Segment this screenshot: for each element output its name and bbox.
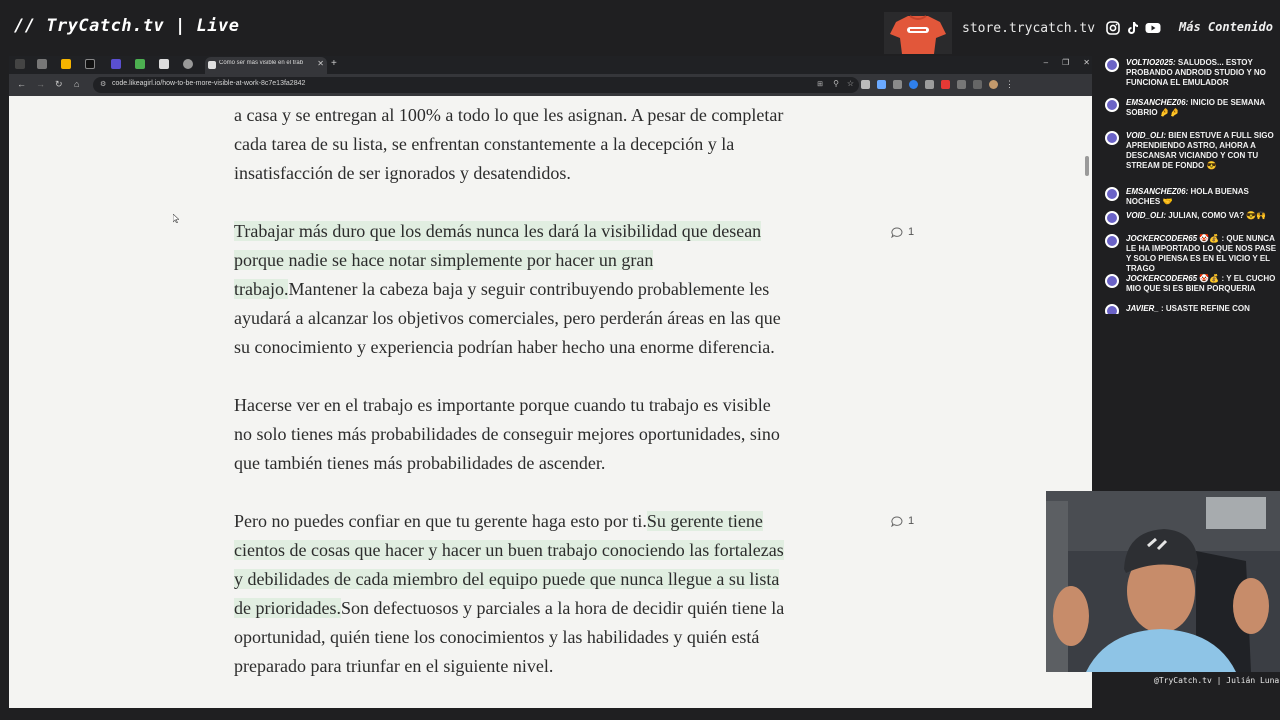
more-content-label: Más Contenido bbox=[1179, 20, 1273, 34]
chat-message bbox=[1105, 304, 1277, 314]
emote-icon: 😎🙌 bbox=[1246, 211, 1267, 220]
browser-toolbar bbox=[9, 74, 1092, 96]
chat-text: SALUDOS... ESTOY PROBANDO ANDROID STUDIO Y NO FUNCIONA EL EMULADOR bbox=[1126, 58, 1266, 87]
article-paragraph-4 bbox=[234, 507, 874, 681]
extension-icon[interactable] bbox=[893, 80, 902, 89]
highlighted-text[interactable]: cientos de cosas que hacer y hacer un buen trabajo conociendo las fortalezas bbox=[234, 540, 784, 560]
paragraph-line: no solo tienes más probabilidades de conseguir mejores oportunidades, sino bbox=[234, 424, 780, 444]
chat-username: JAVIER_ bbox=[1126, 304, 1159, 313]
zoom-icon[interactable]: ⚲ bbox=[833, 79, 839, 88]
tab-favicon[interactable] bbox=[37, 59, 47, 69]
extension-icon[interactable] bbox=[861, 80, 870, 89]
social-icons bbox=[1105, 20, 1161, 36]
emote-icon: 🤡💰 bbox=[1199, 274, 1220, 283]
highlighted-text[interactable]: Trabajar más duro que los demás nunca les dará la visibilidad que desean bbox=[234, 221, 762, 241]
highlighted-text[interactable]: Su gerente tiene bbox=[646, 511, 763, 531]
chat-text: INICIO DE SEMANA SOBRIO bbox=[1126, 98, 1265, 117]
tab-search-icon[interactable] bbox=[15, 59, 25, 69]
comment-count: 1 bbox=[908, 226, 915, 238]
profile-avatar-icon[interactable] bbox=[989, 80, 998, 89]
chat-message bbox=[1105, 234, 1277, 274]
tab-favicon[interactable] bbox=[85, 59, 95, 69]
home-icon[interactable]: ⌂ bbox=[74, 79, 80, 89]
chat-text: JULIAN, COMO VA? bbox=[1168, 211, 1245, 220]
paragraph-line: ayudará a alcanzar los objetivos comerciales, pero perderán áreas en las que bbox=[234, 308, 781, 328]
chat-message bbox=[1105, 187, 1277, 207]
webcam-feed bbox=[1046, 491, 1280, 672]
comment-count: 1 bbox=[908, 515, 915, 527]
chat-avatar bbox=[1105, 211, 1119, 225]
highlighted-text[interactable]: de prioridades. bbox=[234, 598, 341, 618]
site-info-icon[interactable]: ⚙ bbox=[100, 81, 107, 88]
paragraph-line: su conocimiento y experiencia podrían haber hecho una enorme diferencia. bbox=[234, 337, 775, 357]
tab-favicon bbox=[208, 61, 216, 69]
chat-username: VOID_OLI: bbox=[1126, 131, 1167, 140]
paragraph-text: Son defectuosos y parciales a la hora de decidir quién tiene la bbox=[340, 598, 785, 618]
chat-message bbox=[1105, 274, 1277, 294]
menu-kebab-icon[interactable]: ⋮ bbox=[1005, 79, 1014, 89]
chat-message bbox=[1105, 58, 1277, 88]
chat-text: HOLA BUENAS NOCHES bbox=[1126, 187, 1249, 206]
minimize-icon[interactable]: – bbox=[1043, 58, 1049, 67]
new-tab-icon[interactable]: + bbox=[331, 58, 337, 69]
extension-icons bbox=[861, 80, 1014, 89]
comment-count-button[interactable] bbox=[891, 515, 914, 527]
paragraph-text: Mantener la cabeza baja y seguir contribuyendo probablemente les bbox=[288, 279, 770, 299]
tab-favicon[interactable] bbox=[111, 59, 121, 69]
stream-brand: // TryCatch.tv | Live bbox=[14, 16, 240, 36]
translate-icon[interactable]: ⊞ bbox=[817, 81, 823, 88]
chat-username: EMSANCHEZ06: bbox=[1126, 187, 1189, 196]
comment-bubble-icon bbox=[891, 227, 903, 238]
comment-bubble-icon bbox=[891, 516, 903, 527]
extension-icon[interactable] bbox=[877, 80, 886, 89]
reload-icon[interactable]: ↻ bbox=[55, 79, 63, 89]
chat-avatar bbox=[1105, 58, 1119, 72]
chat-text: BIEN ESTUVE A FULL SIGO APRENDIENDO ASTRO, AHORA A DESCANSAR VICIANDO Y CON TU STREAM DE FONDO bbox=[1126, 131, 1274, 170]
highlighted-text[interactable]: porque nadie se hace notar simplemente por hacer un gran bbox=[234, 250, 654, 270]
chat-username: JOCKERCODER65 bbox=[1126, 274, 1198, 283]
extension-icon[interactable] bbox=[909, 80, 918, 89]
forward-icon[interactable]: → bbox=[36, 79, 45, 89]
live-chat bbox=[1101, 56, 1280, 314]
chat-avatar bbox=[1105, 234, 1119, 248]
chat-username: EMSANCHEZ06: bbox=[1126, 98, 1189, 107]
mouse-cursor-icon bbox=[173, 214, 179, 223]
youtube-icon bbox=[1145, 20, 1161, 36]
browser-window bbox=[9, 56, 1092, 708]
article-paragraph-3 bbox=[234, 391, 874, 478]
close-window-icon[interactable]: ✕ bbox=[1083, 58, 1090, 67]
emote-icon: 🤝 bbox=[1162, 197, 1173, 206]
window-controls bbox=[1044, 58, 1092, 67]
chat-message bbox=[1105, 211, 1277, 221]
tiktok-icon bbox=[1125, 20, 1141, 36]
paragraph-line: insatisfacción de ser ignorados y desatendidos. bbox=[234, 163, 571, 183]
chat-text: : USASTE REFINE CON bbox=[1161, 304, 1250, 313]
paragraph-line: que también tienes más probabilidades de ascender. bbox=[234, 453, 606, 473]
paragraph-line: preparado para triunfar en el siguiente nivel. bbox=[234, 656, 554, 676]
stream-overlay-header bbox=[0, 0, 1280, 56]
article-paragraph-1 bbox=[234, 101, 874, 188]
chat-avatar bbox=[1105, 187, 1119, 201]
address-bar[interactable] bbox=[93, 77, 859, 93]
instagram-icon bbox=[1105, 20, 1121, 36]
store-url: store.trycatch.tv bbox=[962, 21, 1096, 36]
active-tab-title: Cómo ser más visible en el trab bbox=[219, 60, 304, 66]
chat-avatar bbox=[1105, 98, 1119, 112]
tab-favicon[interactable] bbox=[135, 59, 145, 69]
webcam-caption: @TryCatch.tv | Julián Luna bbox=[1154, 676, 1280, 685]
comment-count-button[interactable] bbox=[891, 226, 914, 238]
highlighted-text[interactable]: y debilidades de cada miembro del equipo puede que nunca llegue a su lista bbox=[234, 569, 780, 589]
tab-favicon[interactable] bbox=[61, 59, 71, 69]
highlighted-text[interactable]: trabajo. bbox=[234, 279, 289, 299]
tab-favicon[interactable] bbox=[183, 59, 193, 69]
extension-icon[interactable] bbox=[941, 80, 950, 89]
paragraph-line: oportunidad, quién tiene los conocimientos y las habilidades y quién está bbox=[234, 627, 760, 647]
chat-text: : Y EL CUCHO MIO QUE SI ES BIEN PORQUERIA bbox=[1126, 274, 1276, 293]
chat-avatar bbox=[1105, 274, 1119, 288]
chat-message bbox=[1105, 131, 1277, 171]
chat-avatar bbox=[1105, 304, 1119, 314]
emote-icon: 🤡💰 bbox=[1199, 234, 1220, 243]
active-tab[interactable] bbox=[205, 57, 327, 74]
emote-icon: 🤌🤌 bbox=[1159, 108, 1180, 117]
bookmark-star-icon[interactable]: ☆ bbox=[846, 79, 854, 88]
paragraph-line: a casa y se entregan al 100% a todo lo que les asignan. A pesar de completar bbox=[234, 105, 784, 125]
paragraph-line: cada tarea de su lista, se enfrentan constantemente a la decepción y la bbox=[234, 134, 735, 154]
chat-avatar bbox=[1105, 131, 1119, 145]
sidebar-icon[interactable] bbox=[973, 80, 982, 89]
extension-icon[interactable] bbox=[925, 80, 934, 89]
paragraph-text: Pero no puedes confiar en que tu gerente haga esto por ti. bbox=[234, 511, 647, 531]
paragraph-line: Hacerse ver en el trabajo es importante porque cuando tu trabajo es visible bbox=[234, 395, 771, 415]
tab-strip bbox=[9, 56, 1092, 74]
back-icon[interactable]: ← bbox=[17, 79, 26, 89]
merch-shirt-image bbox=[884, 12, 952, 54]
emote-icon: 😎 bbox=[1206, 161, 1217, 170]
tab-close-icon[interactable]: ✕ bbox=[317, 59, 324, 68]
tab-favicon[interactable] bbox=[159, 59, 169, 69]
article-page bbox=[9, 96, 1092, 708]
chat-text: : QUE NUNCA LE HA IMPORTADO LO QUE NOS PASE Y SOLO PIENSA ES EN EL VICIO Y EL TRAGO bbox=[1126, 234, 1277, 273]
chat-message bbox=[1105, 98, 1277, 118]
chat-username: VOLTIO2025: bbox=[1126, 58, 1176, 67]
chat-username: VOID_OLI: bbox=[1126, 211, 1167, 220]
article-paragraph-2 bbox=[234, 217, 874, 362]
url-text[interactable]: code.likeagirl.io/how-to-be-more-visible-at-work-8c7e13fa2842 bbox=[112, 80, 306, 87]
maximize-icon[interactable]: ❐ bbox=[1062, 58, 1070, 67]
scrollbar-thumb[interactable] bbox=[1085, 156, 1089, 176]
chat-username: JOCKERCODER65 bbox=[1126, 234, 1198, 243]
extensions-puzzle-icon[interactable] bbox=[957, 80, 966, 89]
